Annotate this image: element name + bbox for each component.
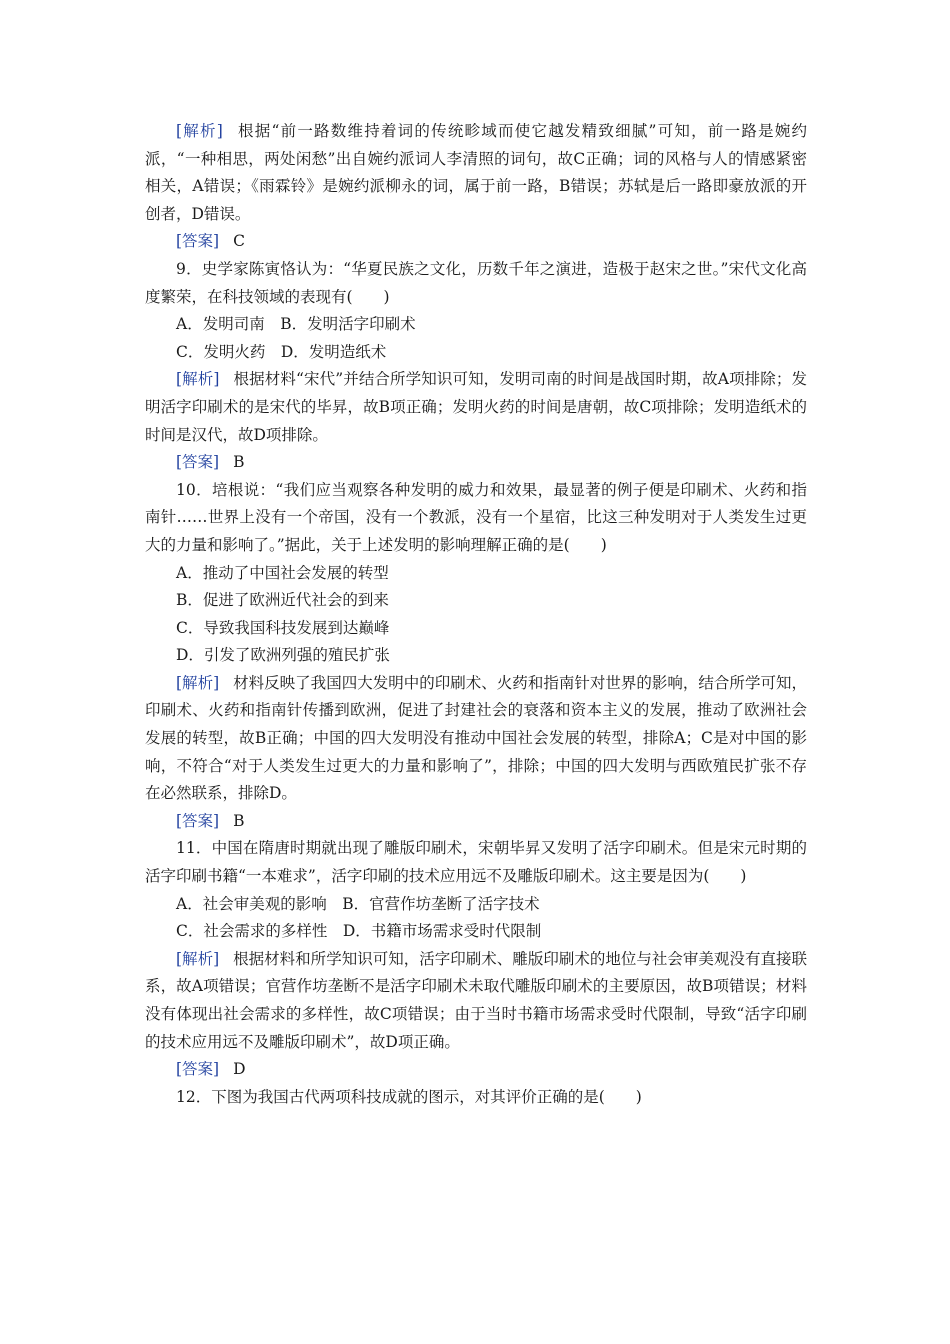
q10-stem: 10．培根说：“我们应当观察各种发明的威力和效果，最显著的例子便是印刷术、火药和指南针……世界上没有一个帝国，没有一个教派，没有一个星宿，比这三种发明对于人类发生过更大的力量和影响了。”据此，关于上述发明的影响理解正确的是( ) [145, 480, 807, 554]
answer-label: [答案] [176, 1060, 220, 1079]
answer-label: [答案] [176, 453, 220, 472]
q11-answer-line [145, 1056, 807, 1084]
q10-option-b: B．促进了欧洲近代社会的到来 [176, 591, 389, 610]
q8-analysis-text: 根据“前一路数维持着词的传统畛域而使它越发精致细腻”可知，前一路是婉约派，“一种相思，两处闲愁”出自婉约派词人李清照的词句，故C正确；词的风格与人的情感紧密相关，A错误；《雨霖铃》是婉约派柳永的词，属于前一路，B错误；苏轼是后一路即豪放派的开创者，D错误。 [145, 122, 807, 223]
q10-answer-value: B [233, 811, 245, 830]
q11-stem: 11．中国在隋唐时期就出现了雕版印刷术，宋朝毕昇又发明了活字印刷术。但是宋元时期的活字印刷书籍“一本难求”，活字印刷的技术应用远不及雕版印刷术。这主要是因为( ) [145, 839, 807, 886]
q11-analysis-text: 根据材料和所学知识可知，活字印刷术、雕版印刷术的地位与社会审美观没有直接联系，故A项错误；官营作坊垄断不是活字印刷术未取代雕版印刷术的主要原因，故B项错误；材料没有体现出社会需求的多样性，故C项错误；由于当时书籍市场需求受时代限制，导致“活字印刷的技术应用远不及雕版印刷术”，故D项正确。 [145, 949, 807, 1051]
answer-label: [答案] [176, 811, 220, 830]
q10-option-d: D．引发了欧洲列强的殖民扩张 [176, 646, 390, 665]
analysis-label: [解析] [176, 122, 223, 140]
analysis-label: [解析] [176, 949, 220, 968]
q9-answer-value: B [233, 453, 245, 472]
answer-label: [答案] [176, 232, 220, 251]
q12-stem: 12．下图为我国古代两项科技成就的图示，对其评价正确的是( ) [176, 1087, 642, 1106]
q9-answer-line [145, 449, 807, 477]
q9-stem: 9．史学家陈寅恪认为：“华夏民族之文化，历数千年之演进，造极于赵宋之世。”宋代文化高度繁荣，在科技领域的表现有( ) [145, 259, 807, 306]
q10-analysis-paragraph [145, 670, 807, 808]
q9-options-line-2: C．发明火药 D．发明造纸术 [176, 342, 387, 361]
q11-options-line-2: C．社会需求的多样性 D．书籍市场需求受时代限制 [176, 922, 542, 941]
q10-answer-line [145, 808, 807, 836]
analysis-label: [解析] [176, 370, 220, 389]
q9-options-line-1: A．发明司南 B．发明活字印刷术 [176, 315, 416, 334]
document-page [145, 118, 807, 1111]
q10-analysis-text: 材料反映了我国四大发明中的印刷术、火药和指南针对世界的影响，结合所学可知，印刷术、火药和指南针传播到欧洲，促进了封建社会的衰落和资本主义的发展，推动了欧洲社会发展的转型，故B正确；中国的四大发明没有推动中国社会发展的转型，排除A；C是对中国的影响，不符合“对于人类发生过更大的力量和影响了”，排除；中国的四大发明与西欧殖民扩张不存在必然联系，排除D。 [145, 673, 807, 803]
q9-analysis-text: 根据材料“宋代”并结合所学知识可知，发明司南的时间是战国时期，故A项排除；发明活字印刷术的是宋代的毕昇，故B项正确；发明火药的时间是唐朝，故C项排除；发明造纸术的时间是汉代，故D项排除。 [145, 370, 807, 444]
analysis-label: [解析] [176, 673, 220, 692]
q11-analysis-paragraph [145, 946, 807, 1056]
q10-option-a: A．推动了中国社会发展的转型 [176, 563, 389, 582]
q8-analysis-paragraph [145, 118, 807, 228]
q11-answer-value: D [233, 1060, 246, 1079]
q11-options-line-1: A．社会审美观的影响 B．官营作坊垄断了活字技术 [176, 894, 540, 913]
q8-answer-value: C [233, 232, 245, 251]
q8-answer-line [145, 228, 807, 256]
q10-option-c: C．导致我国科技发展到达巅峰 [176, 618, 390, 637]
q9-analysis-paragraph [145, 366, 807, 449]
